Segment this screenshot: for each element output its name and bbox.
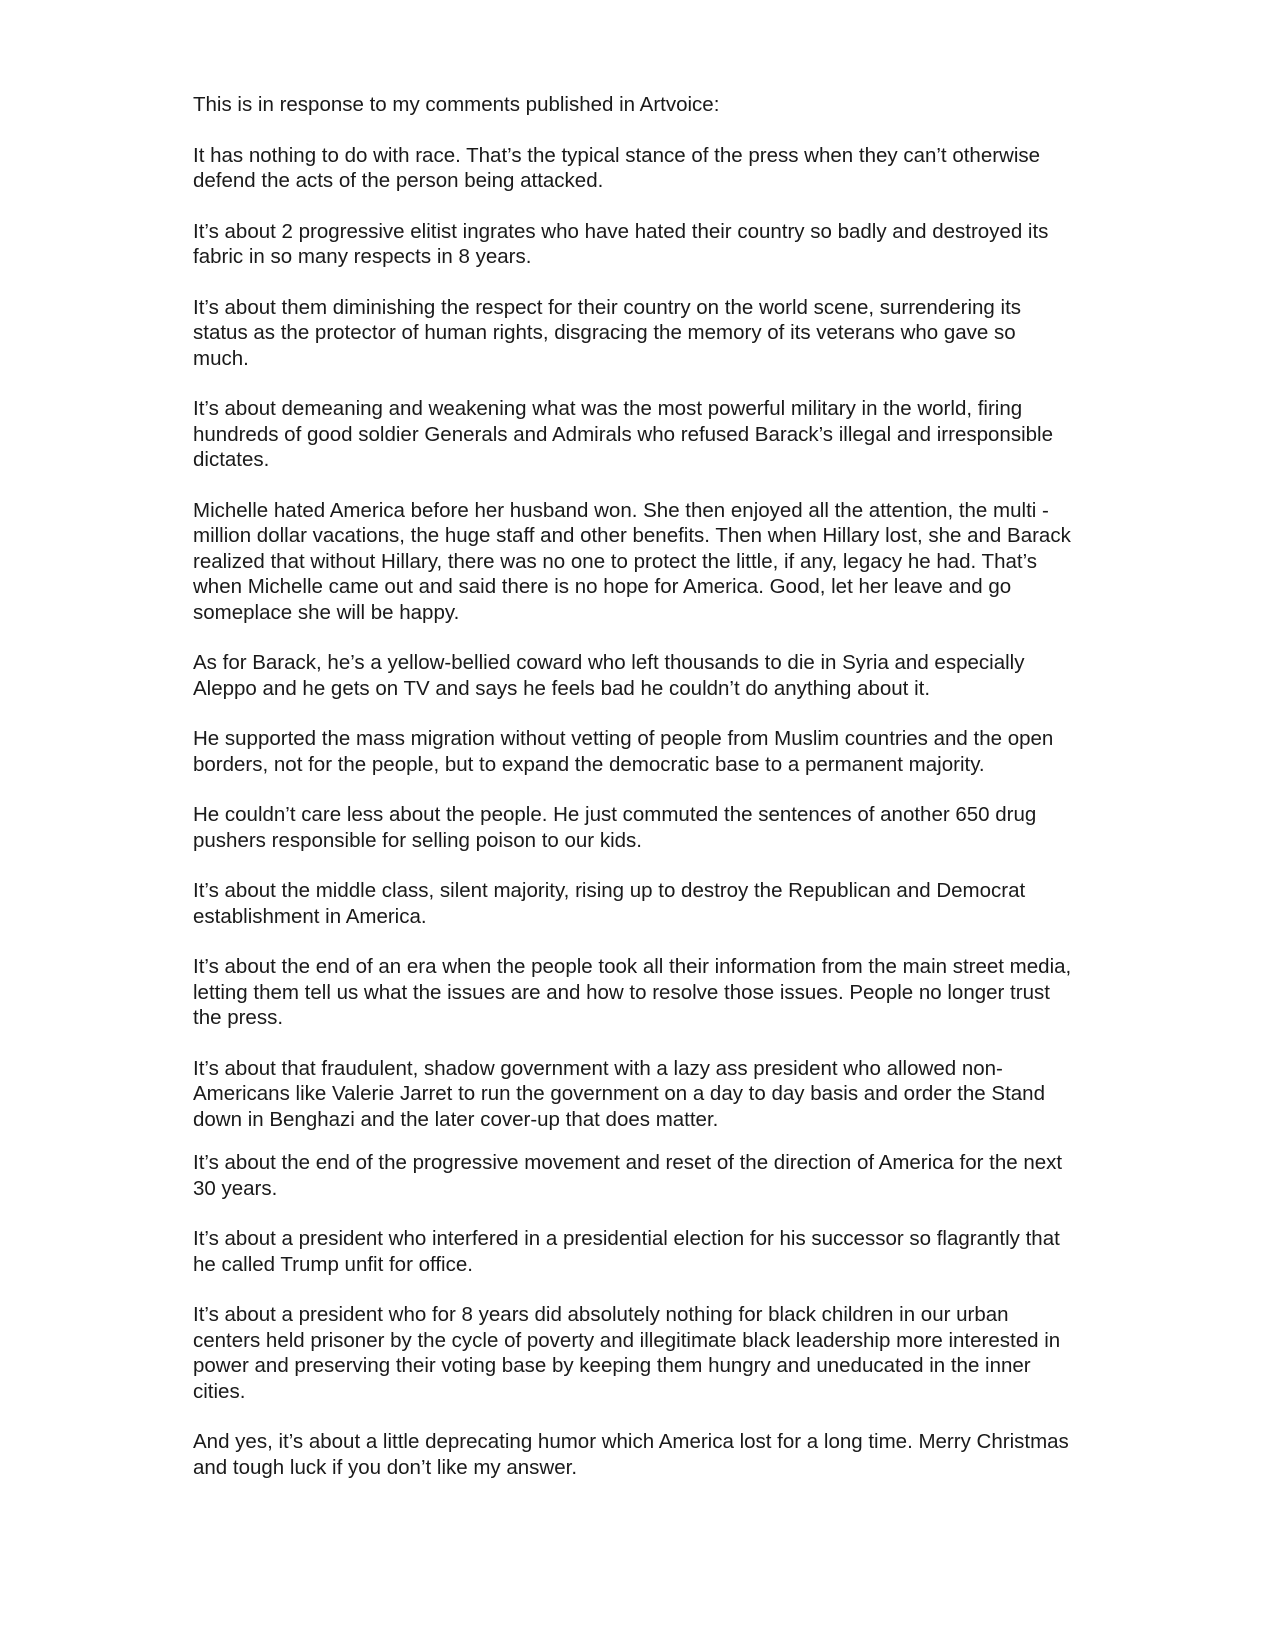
body-paragraph: It’s about 2 progressive elitist ingrates who have hated their country so badly and destroyed its fabric in so many respects in 8 years.: [193, 219, 1049, 268]
body-paragraph: It’s about demeaning and weakening what was the most powerful military in the world, firing hundreds of good soldier Generals and Admirals who refused Barack’s illegal and irresponsible dictates.: [193, 397, 1053, 471]
body-paragraph: Michelle hated America before her husband won. She then enjoyed all the attention, the multi -million dollar vacations, the huge staff and other benefits. Then when Hillary lost, she and Barack realized that without Hillary, there was no one to protect the little, if any, legacy he had. That’s when Michelle came out and said there is no hope for America. Good, let her leave and go someplace she will be happy.: [193, 498, 1071, 624]
body-paragraph: It’s about the end of the progressive movement and reset of the direction of America for the next 30 years.: [193, 1151, 1063, 1200]
body-paragraph: It has nothing to do with race. That’s the typical stance of the press when they can’t otherwise defend the acts of the person being attacked.: [193, 143, 1041, 192]
body-paragraph: It’s about that fraudulent, shadow government with a lazy ass president who allowed non-Americans like Valerie Jarret to run the government on a day to day basis and order the Stand down in Benghazi and the later cover-up that does matter.: [193, 1056, 1045, 1131]
closing-paragraph: And yes, it’s about a little deprecating humor which America lost for a long time. Merry Christmas and tough luck if you don’t like my answer.: [193, 1430, 1069, 1479]
body-paragraph: It’s about a president who interfered in a presidential election for his successor so flagrantly that he called Trump unfit for office.: [193, 1227, 1060, 1276]
intro-paragraph: This is in response to my comments published in Artvoice:: [193, 93, 720, 116]
body-paragraph: It’s about the middle class, silent majority, rising up to destroy the Republican and Democrat establishment in America.: [193, 879, 1026, 928]
body-paragraph: He couldn’t care less about the people. He just commuted the sentences of another 650 drug pushers responsible for selling poison to our kids.: [193, 803, 1037, 852]
body-paragraph: As for Barack, he’s a yellow-bellied coward who left thousands to die in Syria and especially Aleppo and he gets on TV and says he feels bad he couldn’t do anything about it.: [193, 651, 1025, 700]
body-paragraph: It’s about a president who for 8 years did absolutely nothing for black children in our urban centers held prisoner by the cycle of poverty and illegitimate black leadership more interested in power and preserving their voting base by keeping them hungry and uneducated in the inner cities.: [193, 1303, 1061, 1403]
letter-body: [193, 92, 1073, 1505]
body-paragraph: It’s about them diminishing the respect for their country on the world scene, surrendering its status as the protector of human rights, disgracing the memory of its veterans who gave so much.: [193, 295, 1022, 370]
body-paragraph: He supported the mass migration without vetting of people from Muslim countries and the open borders, not for the people, but to expand the democratic base to a permanent majority.: [193, 727, 1054, 776]
body-paragraph: It’s about the end of an era when the people took all their information from the main street media, letting them tell us what the issues are and how to resolve those issues. People no longer trust the press.: [193, 955, 1072, 1029]
